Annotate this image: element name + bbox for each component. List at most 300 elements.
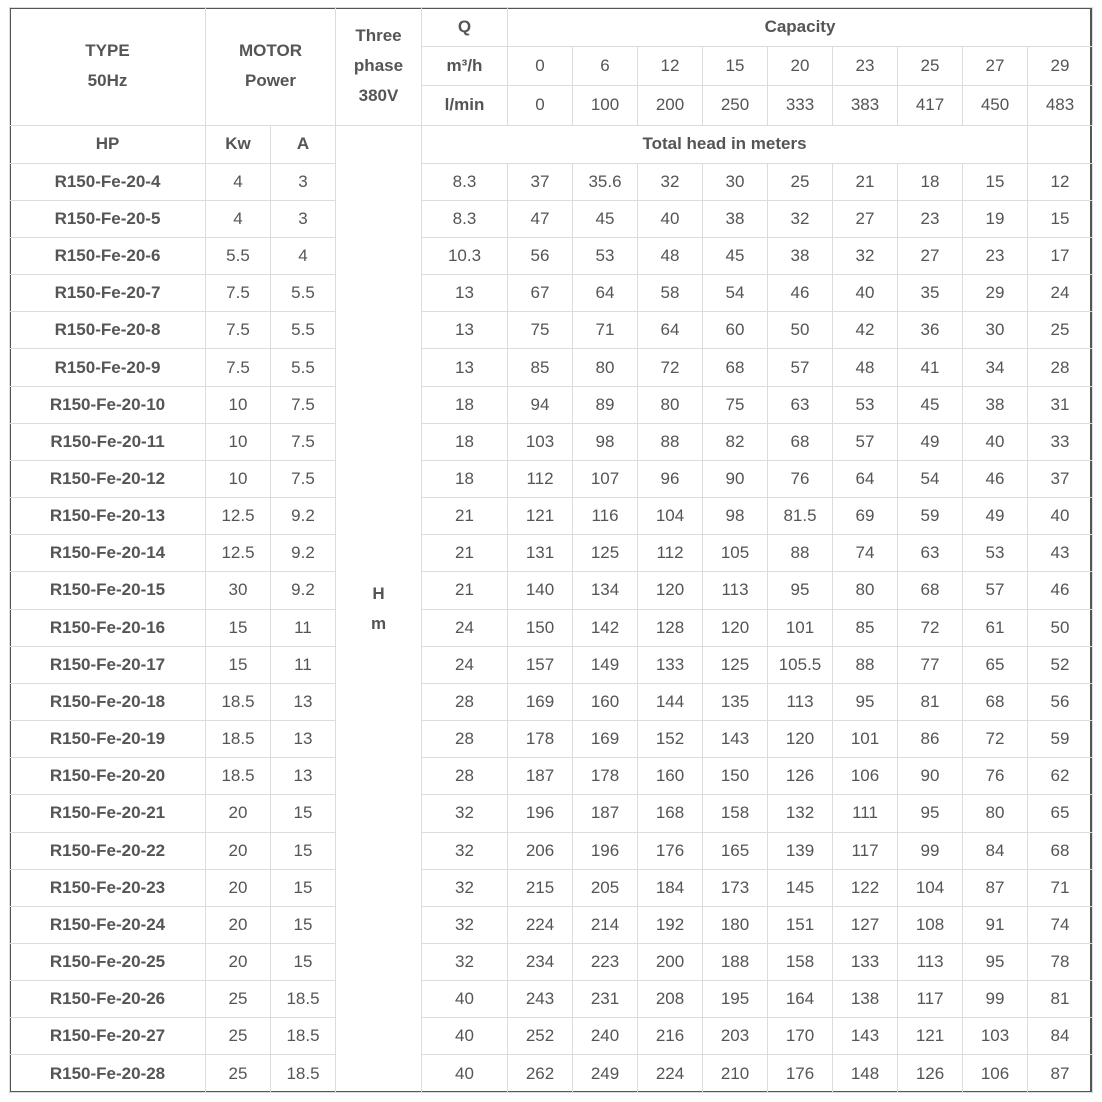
capacity-lmin-cell-8: 483 [1028, 86, 1093, 125]
head-value-cell: 117 [898, 981, 963, 1018]
head-value-cell: 72 [898, 609, 963, 646]
head-value-cell: 80 [833, 572, 898, 609]
head-value-cell: 203 [703, 1018, 768, 1055]
model-type-cell: R150-Fe-20-13 [10, 498, 206, 535]
kw-cell: 3 [271, 200, 336, 237]
kw-cell: 15 [271, 869, 336, 906]
head-value-cell: 240 [573, 1018, 638, 1055]
ampere-cell: 32 [422, 795, 508, 832]
hp-cell: 20 [206, 906, 271, 943]
model-type-cell: R150-Fe-20-18 [10, 683, 206, 720]
capacity-m3h-cell-7: 27 [963, 47, 1028, 86]
head-value-cell: 188 [703, 943, 768, 980]
hp-cell: 15 [206, 646, 271, 683]
kw-cell: 18.5 [271, 1055, 336, 1093]
head-value-cell: 46 [768, 275, 833, 312]
head-value-cell: 150 [703, 758, 768, 795]
model-type-cell: R150-Fe-20-19 [10, 721, 206, 758]
head-value-cell: 62 [1028, 758, 1093, 795]
head-value-cell: 29 [963, 275, 1028, 312]
ampere-cell: 40 [422, 1018, 508, 1055]
head-value-cell: 134 [573, 572, 638, 609]
head-value-cell: 36 [898, 312, 963, 349]
head-value-cell: 143 [833, 1018, 898, 1055]
head-value-cell: 49 [963, 498, 1028, 535]
table-row [10, 1055, 1093, 1093]
head-value-cell: 133 [833, 943, 898, 980]
head-value-cell: 65 [963, 646, 1028, 683]
head-value-cell: 47 [508, 200, 573, 237]
head-value-cell: 35.6 [573, 163, 638, 200]
head-value-cell: 32 [768, 200, 833, 237]
model-type-cell: R150-Fe-20-26 [10, 981, 206, 1018]
capacity-lmin-cell-6: 417 [898, 86, 963, 125]
head-value-cell: 158 [768, 943, 833, 980]
kw-cell: 7.5 [271, 460, 336, 497]
kw-cell: 15 [271, 943, 336, 980]
head-value-cell: 96 [638, 460, 703, 497]
head-value-cell: 68 [898, 572, 963, 609]
head-value-cell: 63 [768, 386, 833, 423]
head-value-cell: 173 [703, 869, 768, 906]
head-value-cell: 38 [768, 238, 833, 275]
ampere-cell: 28 [422, 683, 508, 720]
head-value-cell: 160 [638, 758, 703, 795]
ampere-header: A [271, 125, 336, 163]
head-value-cell: 99 [963, 981, 1028, 1018]
head-value-cell: 152 [638, 721, 703, 758]
head-value-cell: 151 [768, 906, 833, 943]
head-value-cell: 252 [508, 1018, 573, 1055]
head-value-cell: 67 [508, 275, 573, 312]
table-row [10, 758, 1093, 795]
head-value-cell: 117 [833, 832, 898, 869]
hp-cell: 20 [206, 869, 271, 906]
m-label: m [370, 613, 387, 633]
ampere-cell: 18 [422, 423, 508, 460]
head-value-cell: 25 [768, 163, 833, 200]
capacity-lmin-cell-1: 100 [573, 86, 638, 125]
frequency-label: 50Hz [87, 71, 128, 91]
ampere-cell: 24 [422, 646, 508, 683]
head-value-cell: 63 [898, 535, 963, 572]
table-row [10, 163, 1093, 200]
head-value-cell: 187 [573, 795, 638, 832]
table-row [10, 238, 1093, 275]
model-type-cell: R150-Fe-20-9 [10, 349, 206, 386]
model-type-cell: R150-Fe-20-6 [10, 238, 206, 275]
ampere-cell: 24 [422, 609, 508, 646]
model-type-cell: R150-Fe-20-17 [10, 646, 206, 683]
hp-cell: 5.5 [206, 238, 271, 275]
pump-performance-table-frame [9, 7, 1092, 1093]
head-value-cell: 85 [833, 609, 898, 646]
head-value-cell: 223 [573, 943, 638, 980]
model-type-cell: R150-Fe-20-12 [10, 460, 206, 497]
head-value-cell: 45 [898, 386, 963, 423]
hp-cell: 15 [206, 609, 271, 646]
ampere-cell: 13 [422, 275, 508, 312]
head-value-cell: 72 [963, 721, 1028, 758]
ampere-cell: 32 [422, 906, 508, 943]
table-row [10, 275, 1093, 312]
head-value-cell: 48 [833, 349, 898, 386]
table-row [10, 572, 1093, 609]
hp-cell: 20 [206, 795, 271, 832]
head-value-cell: 224 [638, 1055, 703, 1093]
head-value-cell: 54 [703, 275, 768, 312]
head-unit-cell [336, 125, 422, 1092]
head-value-cell: 180 [703, 906, 768, 943]
head-value-cell: 64 [638, 312, 703, 349]
head-value-cell: 40 [638, 200, 703, 237]
head-value-cell: 150 [508, 609, 573, 646]
head-value-cell: 18 [898, 163, 963, 200]
head-value-cell: 139 [768, 832, 833, 869]
head-value-cell: 54 [898, 460, 963, 497]
head-value-cell: 113 [898, 943, 963, 980]
head-value-cell: 243 [508, 981, 573, 1018]
head-value-cell: 61 [963, 609, 1028, 646]
head-value-cell: 104 [638, 498, 703, 535]
hp-cell: 25 [206, 1055, 271, 1093]
head-value-cell: 170 [768, 1018, 833, 1055]
model-type-cell: R150-Fe-20-4 [10, 163, 206, 200]
type-label: TYPE [85, 41, 130, 61]
head-value-cell: 169 [573, 721, 638, 758]
head-value-cell: 56 [508, 238, 573, 275]
kw-cell: 13 [271, 758, 336, 795]
head-value-cell: 95 [833, 683, 898, 720]
capacity-m3h-cell-3: 15 [703, 47, 768, 86]
head-value-cell: 15 [963, 163, 1028, 200]
head-value-cell: 94 [508, 386, 573, 423]
head-value-cell: 68 [703, 349, 768, 386]
motor-label: MOTOR [239, 41, 302, 61]
head-value-cell: 142 [573, 609, 638, 646]
head-value-cell: 126 [768, 758, 833, 795]
motor-power-header [206, 8, 336, 126]
head-value-cell: 160 [573, 683, 638, 720]
power-label: Power [244, 71, 297, 91]
head-value-cell: 69 [833, 498, 898, 535]
model-type-cell: R150-Fe-20-27 [10, 1018, 206, 1055]
head-value-cell: 33 [1028, 423, 1093, 460]
head-value-cell: 101 [833, 721, 898, 758]
kw-cell: 3 [271, 163, 336, 200]
head-value-cell: 169 [508, 683, 573, 720]
ampere-cell: 28 [422, 758, 508, 795]
head-value-cell: 30 [963, 312, 1028, 349]
head-value-cell: 210 [703, 1055, 768, 1093]
head-value-cell: 108 [898, 906, 963, 943]
hp-cell: 12.5 [206, 498, 271, 535]
head-value-cell: 40 [1028, 498, 1093, 535]
head-value-cell: 46 [1028, 572, 1093, 609]
head-value-cell: 17 [1028, 238, 1093, 275]
model-type-cell: R150-Fe-20-8 [10, 312, 206, 349]
head-value-cell: 206 [508, 832, 573, 869]
head-value-cell: 49 [898, 423, 963, 460]
head-value-cell: 214 [573, 906, 638, 943]
head-value-cell: 91 [963, 906, 1028, 943]
head-value-cell: 45 [573, 200, 638, 237]
ampere-cell: 18 [422, 460, 508, 497]
table-row [10, 832, 1093, 869]
head-value-cell: 68 [963, 683, 1028, 720]
head-value-cell: 84 [963, 832, 1028, 869]
hp-cell: 4 [206, 200, 271, 237]
head-value-cell: 116 [573, 498, 638, 535]
ampere-cell: 40 [422, 1055, 508, 1093]
kw-cell: 11 [271, 609, 336, 646]
head-value-cell: 31 [1028, 386, 1093, 423]
capacity-lmin-cell-3: 250 [703, 86, 768, 125]
head-value-cell: 38 [703, 200, 768, 237]
head-value-cell: 121 [898, 1018, 963, 1055]
model-type-cell: R150-Fe-20-20 [10, 758, 206, 795]
head-value-cell: 224 [508, 906, 573, 943]
hp-cell: 10 [206, 460, 271, 497]
head-value-cell: 56 [1028, 683, 1093, 720]
head-value-cell: 84 [1028, 1018, 1093, 1055]
ampere-cell: 13 [422, 349, 508, 386]
head-value-cell: 35 [898, 275, 963, 312]
head-value-cell: 176 [768, 1055, 833, 1093]
head-value-cell: 71 [573, 312, 638, 349]
head-value-cell: 21 [833, 163, 898, 200]
head-value-cell: 48 [638, 238, 703, 275]
kw-cell: 7.5 [271, 423, 336, 460]
head-value-cell: 88 [768, 535, 833, 572]
kw-cell: 15 [271, 906, 336, 943]
capacity-m3h-cell-4: 20 [768, 47, 833, 86]
head-value-cell: 76 [768, 460, 833, 497]
head-value-cell: 57 [833, 423, 898, 460]
head-value-cell: 216 [638, 1018, 703, 1055]
table-row [10, 535, 1093, 572]
head-value-cell: 95 [898, 795, 963, 832]
ampere-cell: 32 [422, 869, 508, 906]
head-value-cell: 90 [703, 460, 768, 497]
hp-cell: 10 [206, 423, 271, 460]
capacity-lmin-cell-7: 450 [963, 86, 1028, 125]
capacity-lmin-cell-5: 383 [833, 86, 898, 125]
capacity-m3h-cell-0: 0 [508, 47, 573, 86]
capacity-lmin-cell-4: 333 [768, 86, 833, 125]
head-value-cell: 82 [703, 423, 768, 460]
head-value-cell: 57 [963, 572, 1028, 609]
head-value-cell: 72 [638, 349, 703, 386]
head-value-cell: 149 [573, 646, 638, 683]
ampere-cell: 40 [422, 981, 508, 1018]
head-value-cell: 76 [963, 758, 1028, 795]
head-value-cell: 106 [833, 758, 898, 795]
head-value-cell: 88 [638, 423, 703, 460]
head-value-cell: 168 [638, 795, 703, 832]
capacity-header: Capacity [508, 8, 1093, 47]
ampere-cell: 28 [422, 721, 508, 758]
kw-cell: 4 [271, 238, 336, 275]
head-value-cell: 127 [833, 906, 898, 943]
hp-cell: 18.5 [206, 683, 271, 720]
head-value-cell: 85 [508, 349, 573, 386]
head-value-cell: 86 [898, 721, 963, 758]
model-type-cell: R150-Fe-20-22 [10, 832, 206, 869]
kw-cell: 18.5 [271, 1018, 336, 1055]
head-value-cell: 121 [508, 498, 573, 535]
head-value-cell: 234 [508, 943, 573, 980]
m3h-unit-label: m³/h [422, 47, 508, 86]
kw-cell: 18.5 [271, 981, 336, 1018]
head-value-cell: 34 [963, 349, 1028, 386]
hp-cell: 30 [206, 572, 271, 609]
table-row [10, 349, 1093, 386]
kw-cell: 15 [271, 795, 336, 832]
kw-cell: 13 [271, 683, 336, 720]
head-value-cell: 125 [703, 646, 768, 683]
h-label: H [372, 583, 385, 603]
capacity-m3h-cell-2: 12 [638, 47, 703, 86]
head-value-cell: 111 [833, 795, 898, 832]
model-type-cell: R150-Fe-20-11 [10, 423, 206, 460]
head-value-cell: 196 [508, 795, 573, 832]
capacity-m3h-cell-8: 29 [1028, 47, 1093, 86]
table-row [10, 609, 1093, 646]
type-header [10, 8, 206, 126]
head-value-cell: 53 [963, 535, 1028, 572]
head-value-cell: 140 [508, 572, 573, 609]
kw-cell: 9.2 [271, 535, 336, 572]
capacity-m3h-cell-5: 23 [833, 47, 898, 86]
voltage-label: 380V [358, 86, 399, 106]
head-value-cell: 32 [833, 238, 898, 275]
model-type-cell: R150-Fe-20-16 [10, 609, 206, 646]
head-value-cell: 50 [1028, 609, 1093, 646]
head-value-cell: 81 [1028, 981, 1093, 1018]
head-value-cell: 78 [1028, 943, 1093, 980]
head-value-cell: 98 [703, 498, 768, 535]
head-value-cell: 131 [508, 535, 573, 572]
head-value-cell: 133 [638, 646, 703, 683]
head-value-cell: 122 [833, 869, 898, 906]
ampere-cell: 32 [422, 832, 508, 869]
head-value-cell: 120 [703, 609, 768, 646]
three-label: Three [355, 26, 402, 46]
capacity-m3h-cell-1: 6 [573, 47, 638, 86]
capacity-lmin-cell-2: 200 [638, 86, 703, 125]
hp-cell: 4 [206, 163, 271, 200]
table-row [10, 386, 1093, 423]
head-value-cell: 43 [1028, 535, 1093, 572]
head-value-cell: 113 [703, 572, 768, 609]
head-value-cell: 64 [833, 460, 898, 497]
head-value-cell: 42 [833, 312, 898, 349]
kw-cell: 7.5 [271, 386, 336, 423]
head-value-cell: 144 [638, 683, 703, 720]
head-value-cell: 87 [963, 869, 1028, 906]
table-row [10, 498, 1093, 535]
head-value-cell: 112 [638, 535, 703, 572]
head-value-cell: 107 [573, 460, 638, 497]
head-value-cell: 196 [573, 832, 638, 869]
head-value-cell: 101 [768, 609, 833, 646]
head-value-cell: 23 [963, 238, 1028, 275]
head-value-cell: 176 [638, 832, 703, 869]
head-value-cell: 95 [963, 943, 1028, 980]
head-value-cell: 81 [898, 683, 963, 720]
head-value-cell: 89 [573, 386, 638, 423]
head-value-cell: 112 [508, 460, 573, 497]
head-value-cell: 178 [508, 721, 573, 758]
head-value-cell: 80 [638, 386, 703, 423]
head-value-cell: 60 [703, 312, 768, 349]
head-value-cell: 158 [703, 795, 768, 832]
head-value-cell: 138 [833, 981, 898, 1018]
table-row [10, 795, 1093, 832]
head-value-cell: 187 [508, 758, 573, 795]
head-value-cell: 148 [833, 1055, 898, 1093]
ampere-cell: 13 [422, 312, 508, 349]
head-value-cell: 46 [963, 460, 1028, 497]
head-value-cell: 120 [638, 572, 703, 609]
head-value-cell: 28 [1028, 349, 1093, 386]
head-value-cell: 103 [508, 423, 573, 460]
head-value-cell: 87 [1028, 1055, 1093, 1093]
model-type-cell: R150-Fe-20-7 [10, 275, 206, 312]
table-row [10, 981, 1093, 1018]
capacity-m3h-cell-6: 25 [898, 47, 963, 86]
head-value-cell: 75 [508, 312, 573, 349]
kw-cell: 9.2 [271, 572, 336, 609]
head-value-cell: 99 [898, 832, 963, 869]
head-value-cell: 208 [638, 981, 703, 1018]
lmin-unit-label: l/min [422, 86, 508, 125]
kw-cell: 5.5 [271, 275, 336, 312]
hp-cell: 18.5 [206, 758, 271, 795]
head-value-cell: 80 [963, 795, 1028, 832]
kw-cell: 9.2 [271, 498, 336, 535]
head-value-cell: 98 [573, 423, 638, 460]
head-value-cell: 68 [1028, 832, 1093, 869]
model-type-cell: R150-Fe-20-5 [10, 200, 206, 237]
head-value-cell: 37 [508, 163, 573, 200]
head-value-cell: 19 [963, 200, 1028, 237]
head-value-cell: 71 [1028, 869, 1093, 906]
head-value-cell: 50 [768, 312, 833, 349]
head-value-cell: 53 [573, 238, 638, 275]
model-type-cell: R150-Fe-20-25 [10, 943, 206, 980]
hp-cell: 7.5 [206, 349, 271, 386]
head-value-cell: 164 [768, 981, 833, 1018]
head-value-cell: 192 [638, 906, 703, 943]
head-value-cell: 113 [768, 683, 833, 720]
head-value-cell: 125 [573, 535, 638, 572]
phase-label: phase [353, 56, 404, 76]
ampere-cell: 21 [422, 535, 508, 572]
head-value-cell: 81.5 [768, 498, 833, 535]
capacity-lmin-cell-0: 0 [508, 86, 573, 125]
head-value-cell: 68 [768, 423, 833, 460]
model-type-cell: R150-Fe-20-14 [10, 535, 206, 572]
model-type-cell: R150-Fe-20-15 [10, 572, 206, 609]
kw-cell: 13 [271, 721, 336, 758]
head-value-cell: 25 [1028, 312, 1093, 349]
table-row [10, 943, 1093, 980]
head-value-cell: 30 [703, 163, 768, 200]
ampere-cell: 21 [422, 498, 508, 535]
table-row [10, 721, 1093, 758]
